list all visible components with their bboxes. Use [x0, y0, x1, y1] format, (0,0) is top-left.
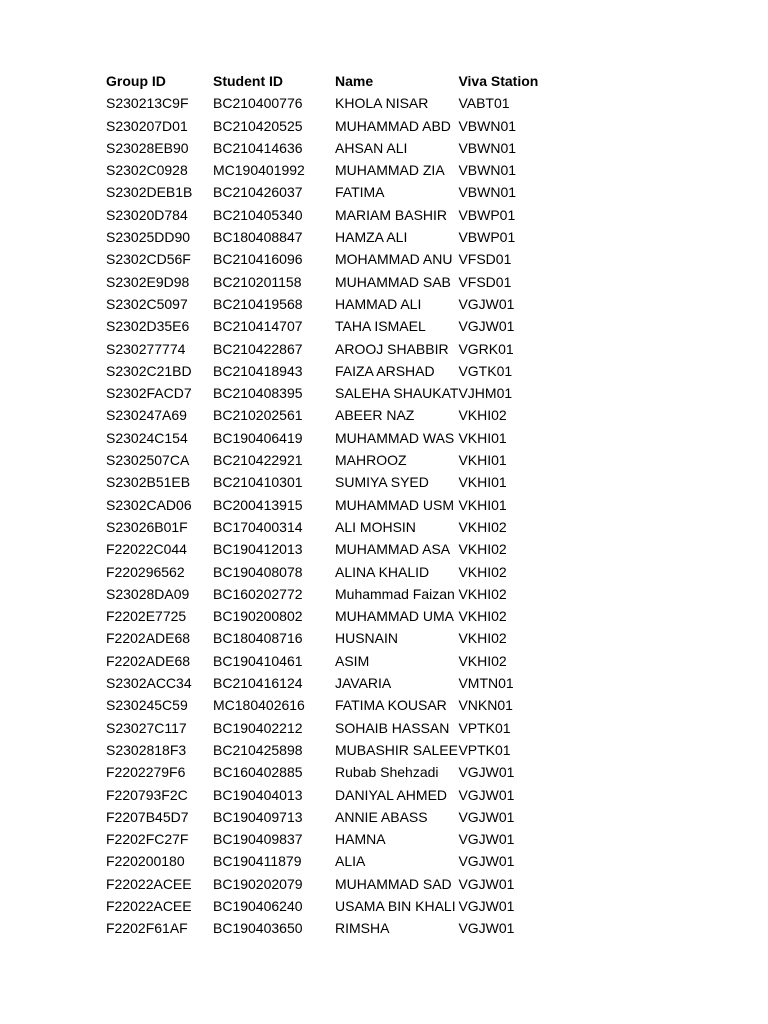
spreadsheet-page — [106, 70, 568, 940]
cell-viva-station: VGJW01 — [458, 897, 515, 914]
cell-student-id: BC190403650 — [213, 920, 303, 937]
cell-student-id: BC210425898 — [213, 741, 303, 758]
cell-name: MUHAMMAD UMA — [335, 608, 454, 625]
table-row — [106, 516, 568, 538]
cell-name: AROOJ SHABBIR — [335, 340, 449, 357]
table-row — [106, 605, 568, 627]
cell-group-id: F2202FC27F — [106, 831, 189, 848]
cell-group-id: S2302E9D98 — [106, 273, 190, 290]
cell-viva-station: VMTN01 — [458, 675, 514, 692]
table-row — [106, 360, 568, 382]
cell-name: ALINA KHALID — [335, 563, 430, 580]
table-body — [106, 92, 568, 939]
cell-group-id: F2202ADE68 — [106, 630, 191, 647]
cell-group-id: F2202F61AF — [106, 920, 188, 937]
cell-name: USAMA BIN KHALI — [335, 897, 456, 914]
table-row — [106, 293, 568, 315]
table-row — [106, 404, 568, 426]
cell-group-id: F2202279F6 — [106, 764, 186, 781]
cell-viva-station: VGJW01 — [458, 295, 515, 312]
cell-group-id: S23027C117 — [106, 719, 187, 736]
cell-name: SOHAIB HASSAN — [335, 719, 450, 736]
table-row — [106, 694, 568, 716]
cell-student-id: BC210416124 — [213, 675, 303, 692]
cell-group-id: F220793F2C — [106, 786, 188, 803]
cell-student-id: BC210201158 — [213, 273, 302, 290]
cell-viva-station: VGJW01 — [458, 920, 515, 937]
table-header — [106, 70, 568, 92]
cell-group-id: S2302B51EB — [106, 474, 191, 491]
cell-name: FATIMA KOUSAR — [335, 697, 447, 714]
cell-student-id: BC190409713 — [213, 808, 303, 825]
cell-student-id: BC210400776 — [213, 95, 303, 112]
cell-viva-station: VKHI02 — [458, 608, 507, 625]
table-row — [106, 204, 568, 226]
cell-student-id: BC190409837 — [213, 831, 303, 848]
cell-viva-station: VGJW01 — [458, 875, 515, 892]
cell-student-id: BC210414636 — [213, 139, 303, 156]
cell-group-id: S23025DD90 — [106, 229, 191, 246]
cell-name: HUSNAIN — [335, 630, 399, 647]
cell-student-id: BC190410461 — [213, 652, 303, 669]
cell-viva-station: VKHI01 — [458, 496, 507, 513]
cell-student-id: BC210422867 — [213, 340, 303, 357]
cell-viva-station: VGJW01 — [458, 318, 515, 335]
cell-name: ASIM — [335, 652, 370, 669]
table-row — [106, 382, 568, 404]
header-row — [106, 70, 568, 92]
cell-name: Rubab Shehzadi — [335, 764, 439, 781]
cell-name: FATIMA — [335, 184, 385, 201]
cell-name: MOHAMMAD ANU — [335, 251, 453, 268]
cell-group-id: F22022ACEE — [106, 897, 192, 914]
table-row — [106, 449, 568, 471]
cell-group-id: S23028EB90 — [106, 139, 189, 156]
cell-name: SUMIYA SYED — [335, 474, 429, 491]
cell-student-id: BC180408847 — [213, 229, 303, 246]
table-row — [106, 494, 568, 516]
table-row — [106, 828, 568, 850]
table-row — [106, 137, 568, 159]
table-row — [106, 338, 568, 360]
cell-viva-station: VGTK01 — [458, 362, 513, 379]
cell-viva-station: VGRK01 — [458, 340, 514, 357]
cell-viva-station: VBWP01 — [458, 206, 516, 223]
table-row — [106, 159, 568, 181]
cell-viva-station: VKHI02 — [458, 541, 507, 558]
cell-name: MUHAMMAD USM — [335, 496, 454, 513]
cell-name: ALIA — [335, 853, 366, 870]
cell-viva-station: VNKN01 — [458, 697, 513, 714]
cell-name: HAMZA ALI — [335, 229, 408, 246]
cell-student-id: BC160202772 — [213, 585, 303, 602]
cell-name: MUHAMMAD WAS — [335, 429, 455, 446]
cell-group-id: S23024C154 — [106, 429, 188, 446]
table-row — [106, 717, 568, 739]
cell-viva-station: VKHI01 — [458, 429, 507, 446]
cell-name: Muhammad Faizan — [335, 585, 455, 602]
cell-name: MUHAMMAD ABD — [335, 117, 451, 134]
cell-viva-station: VBWN01 — [458, 139, 517, 156]
cell-name: ANNIE ABASS — [335, 808, 428, 825]
cell-name: MAHROOZ — [335, 452, 407, 469]
table-row — [106, 561, 568, 583]
cell-student-id: BC210419568 — [213, 295, 303, 312]
cell-student-id: BC190200802 — [213, 608, 303, 625]
cell-student-id: BC190402212 — [213, 719, 303, 736]
cell-group-id: S230207D01 — [106, 117, 188, 134]
cell-student-id: BC210410301 — [213, 474, 303, 491]
cell-name: MUHAMMAD SAB — [335, 273, 451, 290]
cell-student-id: MC190401992 — [213, 162, 305, 179]
table-row — [106, 806, 568, 828]
table-row — [106, 226, 568, 248]
cell-group-id: F2202E7725 — [106, 608, 187, 625]
cell-group-id: S230213C9F — [106, 95, 189, 112]
cell-group-id: S230247A69 — [106, 407, 187, 424]
cell-group-id: S2302507CA — [106, 452, 190, 469]
cell-viva-station: VKHI02 — [458, 630, 507, 647]
cell-viva-station: VBWN01 — [458, 117, 517, 134]
cell-viva-station: VKHI02 — [458, 585, 507, 602]
cell-student-id: BC160402885 — [213, 764, 303, 781]
cell-student-id: BC170400314 — [213, 518, 303, 535]
table-row — [106, 315, 568, 337]
cell-group-id: F2207B45D7 — [106, 808, 189, 825]
cell-name: SALEHA SHAUKAT — [335, 385, 459, 402]
cell-group-id: F22022C044 — [106, 541, 187, 558]
table-row — [106, 92, 568, 114]
cell-name: HAMNA — [335, 831, 386, 848]
table-row — [106, 583, 568, 605]
cell-viva-station: VBWN01 — [458, 162, 517, 179]
cell-name: AHSAN ALI — [335, 139, 408, 156]
table-row — [106, 672, 568, 694]
table-row — [106, 181, 568, 203]
cell-group-id: F220296562 — [106, 563, 185, 580]
cell-name: TAHA ISMAEL — [335, 318, 426, 335]
cell-viva-station: VPTK01 — [458, 719, 511, 736]
cell-group-id: S2302D35E6 — [106, 318, 190, 335]
cell-group-id: S23026B01F — [106, 518, 188, 535]
table-row — [106, 471, 568, 493]
viva-schedule-table — [106, 70, 568, 940]
cell-name: DANIYAL AHMED — [335, 786, 448, 803]
cell-group-id: S2302CAD06 — [106, 496, 192, 513]
cell-student-id: BC210414707 — [213, 318, 303, 335]
cell-viva-station: VBWN01 — [458, 184, 517, 201]
table-row — [106, 115, 568, 137]
cell-name: KHOLA NISAR — [335, 95, 429, 112]
cell-student-id: BC210202561 — [213, 407, 303, 424]
table-row — [106, 850, 568, 872]
cell-group-id: S2302C5097 — [106, 295, 188, 312]
cell-name: FAIZA ARSHAD — [335, 362, 435, 379]
cell-student-id: BC210420525 — [213, 117, 303, 134]
cell-viva-station: VKHI02 — [458, 652, 507, 669]
cell-viva-station: VKHI02 — [458, 407, 507, 424]
cell-name: MUHAMMAD ZIA — [335, 162, 445, 179]
cell-student-id: BC180408716 — [213, 630, 303, 647]
cell-viva-station: VFSD01 — [458, 251, 512, 268]
table-row — [106, 917, 568, 939]
cell-viva-station: VGJW01 — [458, 853, 515, 870]
cell-group-id: S2302818F3 — [106, 741, 187, 758]
cell-group-id: S23028DA09 — [106, 585, 190, 602]
cell-viva-station: VGJW01 — [458, 764, 515, 781]
header-name: Name — [335, 73, 374, 89]
cell-viva-station: VABT01 — [458, 95, 510, 112]
cell-name: MUHAMMAD ASA — [335, 541, 451, 558]
cell-student-id: BC210426037 — [213, 184, 303, 201]
cell-viva-station: VKHI01 — [458, 452, 507, 469]
cell-group-id: S2302C0928 — [106, 162, 188, 179]
cell-student-id: BC210418943 — [213, 362, 303, 379]
table-row — [106, 248, 568, 270]
cell-student-id: BC190406240 — [213, 897, 303, 914]
cell-student-id: BC190412013 — [213, 541, 303, 558]
table-row — [106, 427, 568, 449]
cell-viva-station: VKHI01 — [458, 474, 507, 491]
cell-group-id: S2302DEB1B — [106, 184, 193, 201]
table-row — [106, 895, 568, 917]
cell-name: MUHAMMAD SAD — [335, 875, 452, 892]
cell-student-id: BC210416096 — [213, 251, 303, 268]
cell-group-id: S23020D784 — [106, 206, 188, 223]
cell-name: HAMMAD ALI — [335, 295, 422, 312]
cell-viva-station: VGJW01 — [458, 831, 515, 848]
cell-group-id: S2302ACC34 — [106, 675, 192, 692]
cell-group-id: S2302C21BD — [106, 362, 192, 379]
cell-name: ALI MOHSIN — [335, 518, 416, 535]
cell-student-id: MC180402616 — [213, 697, 305, 714]
cell-group-id: F220200180 — [106, 853, 185, 870]
cell-student-id: BC200413915 — [213, 496, 303, 513]
header-viva-station: Viva Station — [458, 73, 539, 89]
table-row — [106, 761, 568, 783]
cell-group-id: S230245C59 — [106, 697, 188, 714]
cell-group-id: F22022ACEE — [106, 875, 192, 892]
cell-group-id: S2302CD56F — [106, 251, 191, 268]
table-row — [106, 271, 568, 293]
cell-student-id: BC190411879 — [213, 853, 302, 870]
cell-student-id: BC190202079 — [213, 875, 303, 892]
cell-viva-station: VKHI02 — [458, 563, 507, 580]
cell-viva-station: VGJW01 — [458, 786, 515, 803]
cell-viva-station: VPTK01 — [458, 741, 511, 758]
cell-viva-station: VGJW01 — [458, 808, 515, 825]
table-row — [106, 627, 568, 649]
cell-name: RIMSHA — [335, 920, 390, 937]
cell-group-id: S2302FACD7 — [106, 385, 192, 402]
cell-name: MARIAM BASHIR — [335, 206, 448, 223]
header-group-id: Group ID — [106, 73, 166, 89]
table-row — [106, 873, 568, 895]
cell-group-id: F2202ADE68 — [106, 652, 191, 669]
table-row — [106, 739, 568, 761]
cell-name: MUBASHIR SALEE — [335, 741, 458, 758]
table-row — [106, 538, 568, 560]
cell-name: JAVARIA — [335, 675, 392, 692]
cell-name: ABEER NAZ — [335, 407, 415, 424]
cell-student-id: BC210405340 — [213, 206, 303, 223]
cell-student-id: BC210408395 — [213, 385, 303, 402]
cell-student-id: BC190404013 — [213, 786, 303, 803]
cell-student-id: BC210422921 — [213, 452, 303, 469]
table-row — [106, 784, 568, 806]
cell-viva-station: VBWP01 — [458, 229, 516, 246]
cell-student-id: BC190406419 — [213, 429, 303, 446]
table-row — [106, 650, 568, 672]
cell-viva-station: VJHM01 — [458, 385, 513, 402]
cell-viva-station: VKHI02 — [458, 518, 507, 535]
cell-viva-station: VFSD01 — [458, 273, 512, 290]
header-student-id: Student ID — [213, 73, 283, 89]
cell-student-id: BC190408078 — [213, 563, 303, 580]
cell-group-id: S230277774 — [106, 340, 186, 357]
